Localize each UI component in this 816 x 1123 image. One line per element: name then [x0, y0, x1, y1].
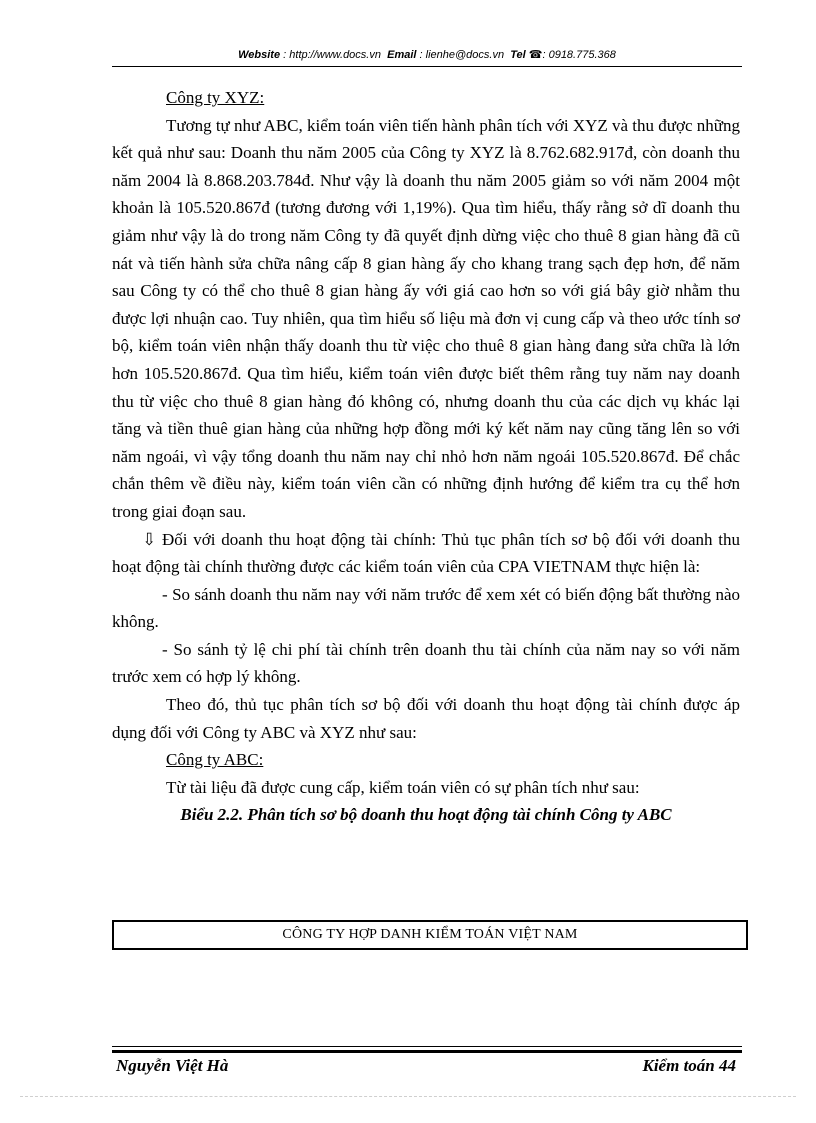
footer-author: Nguyễn Việt Hà [116, 1056, 229, 1075]
website-value[interactable]: : http://www.docs.vn [283, 49, 381, 61]
email-label: Email [387, 49, 417, 61]
paragraph-theo: Theo đó, thủ tục phân tích sơ bộ đối với doanh thu hoạt động tài chính được áp dụng đối với Công ty ABC và XYZ như sau: [112, 695, 740, 742]
page-header [112, 48, 742, 61]
tel-value: : 0918.775.368 [542, 49, 616, 61]
dash-item-1: - So sánh doanh thu năm nay với năm trước để xem xét có biến động bất thường nào không. [112, 584, 740, 632]
company-title-box: CÔNG TY HỢP DANH KIỂM TOÁN VIỆT NAM [112, 920, 748, 950]
footer-page-label: Kiểm toán 44 [642, 1056, 736, 1075]
paragraph-tu: Từ tài liệu đã được cung cấp, kiểm toán viên có sự phân tích như sau: [166, 777, 640, 797]
email-value[interactable]: : lienhe@docs.vn [419, 49, 505, 61]
header-divider [112, 66, 742, 67]
footer-divider-thin [112, 1046, 742, 1047]
heading-abc: Công ty ABC: [166, 750, 264, 770]
paragraph-finance-text: Đối với doanh thu hoạt động tài chính: Thủ tục phân tích sơ bộ đối với doanh thu hoạt động tài chính thường được các kiểm toán viên của CPA VIETNAM thực hiện là: [112, 529, 741, 577]
paragraph-finance [112, 526, 740, 581]
heading-xyz: Công ty XYZ: [166, 88, 265, 107]
table-caption: Biểu 2.2. Phân tích sơ bộ doanh thu hoạt động tài chính Công ty ABC [180, 805, 672, 825]
website-label: Website [238, 49, 281, 61]
document-body [112, 84, 740, 829]
tel-label: Tel [510, 49, 526, 61]
paragraph-xyz: Tương tự như ABC, kiểm toán viên tiến hành phân tích với XYZ và thu được những kết quả như sau: Doanh thu năm 2005 của Công ty XYZ là 8.762.682.917đ, còn doanh thu năm 2004 là 8.868.203.784đ. Như vậy là doanh thu năm 2005 giảm so với năm 2004 một khoản là 105.520.867đ (tương đương với 1,19%). Qua tìm hiểu, thấy rằng sở dĩ doanh thu giảm như vậy là do trong năm Công ty đã quyết định dừng việc cho thuê 8 gian hàng đã cũ nát và tiến hành sửa chữa nâng cấp 8 gian hàng ấy cho khang trang sạch đẹp hơn, để năm sau Công ty có thể cho thuê 8 gian hàng ấy với giá cao hơn so với giá bây giờ nhằm thu được lợi nhuận cao. Tuy nhiên, qua tìm hiểu số liệu mà đơn vị cung cấp và theo ước tính sơ bộ, kiểm toán viên nhận thấy doanh thu từ việc cho thuê 8 gian hàng đang sửa chữa là lớn hơn 105.520.867đ. Qua tìm hiểu, kiểm toán viên được biết thêm rằng tuy năm nay doanh thu từ việc cho thuê 8 gian hàng đó không có, nhưng doanh thu của các dịch vụ khác lại tăng và tiền thuê gian hàng của những hợp đồng mới ký kết năm nay cũng tăng lên so với năm ngoái, vì vậy tổng doanh thu năm nay chỉ nhỏ hơn năm ngoái 105.520.867đ. Để chắc chắn thêm về điều này, kiểm toán viên cần có những định hướng để kiểm tra cụ thể hơn trong giai đoạn sau. [112, 115, 740, 521]
footer-divider-thick [112, 1050, 742, 1053]
dash-item-2: - So sánh tỷ lệ chi phí tài chính trên doanh thu tài chính của năm nay so với năm trước xem có hợp lý không. [112, 639, 740, 687]
page-edge-divider [20, 1096, 796, 1097]
arrow-down-icon: ⇩ [142, 529, 157, 549]
telephone-icon: ☎ [528, 49, 543, 61]
